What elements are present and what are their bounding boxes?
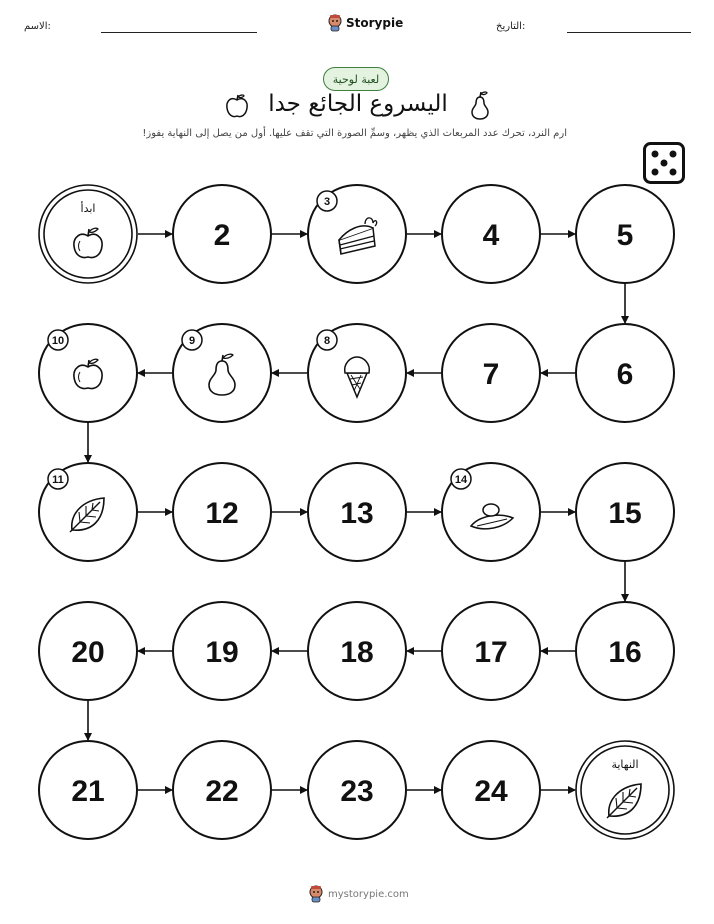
space-number: 19 [205, 636, 239, 669]
space-number-badge: 8 [323, 335, 331, 347]
name-label: الاسم: [24, 21, 51, 32]
board-space-4[interactable] [442, 185, 540, 283]
board-space-25[interactable] [576, 741, 674, 839]
board-space-5[interactable] [576, 185, 674, 283]
board-space-22[interactable] [173, 741, 271, 839]
footer [308, 885, 409, 903]
board-space-12[interactable] [173, 463, 271, 561]
space-number: 23 [340, 775, 374, 808]
board-space-18[interactable] [308, 602, 406, 700]
date-label: التاريخ: [496, 21, 526, 32]
space-number: 4 [482, 219, 500, 252]
board-space-6[interactable] [576, 324, 674, 422]
board-space-2[interactable] [173, 185, 271, 283]
space-number: 6 [616, 358, 634, 391]
game-type-badge: لعبة لوحية [323, 67, 389, 91]
space-number: 5 [616, 219, 634, 252]
mascot-icon [308, 885, 324, 903]
finish-label: النهاية [611, 758, 639, 771]
page-title: اليسروع الجائع جدا [268, 91, 448, 117]
space-number: 16 [608, 636, 642, 669]
board-space-24[interactable] [442, 741, 540, 839]
space-number: 7 [482, 358, 500, 391]
board-space-23[interactable] [308, 741, 406, 839]
space-number-badge: 10 [51, 335, 65, 347]
space-number: 21 [71, 775, 105, 808]
space-number: 2 [213, 219, 231, 252]
board-space-9[interactable] [173, 324, 271, 422]
board-space-16[interactable] [576, 602, 674, 700]
space-number-badge: 11 [52, 474, 64, 486]
board-space-15[interactable] [576, 463, 674, 561]
board-space-8[interactable] [308, 324, 406, 422]
space-number-badge: 9 [188, 335, 196, 347]
space-number-badge: 14 [454, 474, 468, 486]
board-space-19[interactable] [173, 602, 271, 700]
start-label: ابدأ [80, 202, 96, 215]
space-number: 24 [474, 775, 508, 808]
space-number: 17 [474, 636, 508, 669]
space-number: 20 [71, 636, 105, 669]
space-number: 13 [340, 497, 374, 530]
space-number: 15 [608, 497, 642, 530]
board-space-10[interactable] [39, 324, 137, 422]
board-space-1[interactable] [39, 185, 137, 283]
logo-text: Storypie [346, 16, 404, 30]
board-space-14[interactable] [442, 463, 540, 561]
board-space-17[interactable] [442, 602, 540, 700]
footer-url[interactable]: mystorypie.com [328, 888, 409, 900]
board-space-7[interactable] [442, 324, 540, 422]
board-space-3[interactable] [308, 185, 406, 283]
space-number-badge: 3 [323, 196, 331, 208]
instructions: ارم النرد، تحرك عدد المربعات الذي يظهر، وسمِّ الصورة التي تقف عليها. أول من يصل إلى النهاية يفوز! [142, 128, 567, 139]
space-number: 22 [205, 775, 239, 808]
board-space-13[interactable] [308, 463, 406, 561]
board-space-20[interactable] [39, 602, 137, 700]
space-number: 18 [340, 636, 374, 669]
board-space-21[interactable] [39, 741, 137, 839]
board-space-11[interactable] [39, 463, 137, 561]
space-number: 12 [205, 497, 239, 530]
